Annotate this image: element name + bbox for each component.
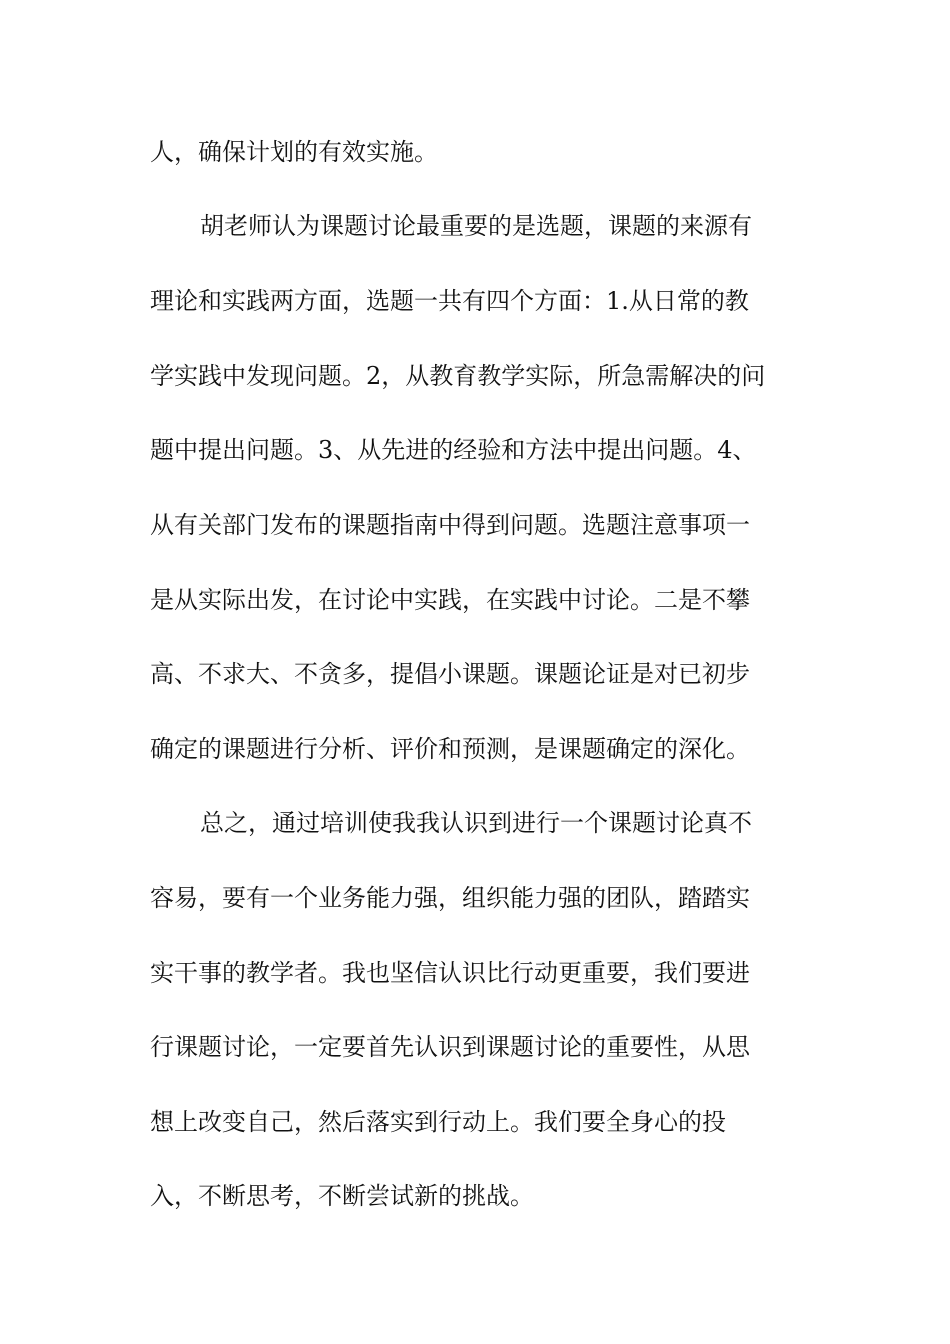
text-line: 实干事的教学者。我也坚信认识比行动更重要，我们要进 (150, 959, 750, 987)
paragraph-start-line: 胡老师认为课题讨论最重要的是选题，课题的来源有 (200, 212, 752, 240)
text-line: 想上改变自己，然后落实到行动上。我们要全身心的投 (150, 1108, 726, 1136)
text-line: 学实践中发现问题。2，从教育教学实际，所急需解决的问 (150, 362, 766, 390)
text-line: 行课题讨论，一定要首先认识到课题讨论的重要性，从思 (150, 1033, 750, 1061)
text-line: 容易，要有一个业务能力强，组织能力强的团队，踏踏实 (150, 884, 750, 912)
text-line: 从有关部门发布的课题指南中得到问题。选题注意事项一 (150, 511, 750, 539)
text-line: 人，确保计划的有效实施。 (150, 138, 438, 166)
text-line: 入，不断思考，不断尝试新的挑战。 (150, 1182, 534, 1210)
paragraph-start-line: 总之，通过培训使我我认识到进行一个课题讨论真不 (200, 809, 752, 837)
text-line: 理论和实践两方面，选题一共有四个方面：1.从日常的教 (150, 287, 749, 315)
text-line: 是从实际出发，在讨论中实践，在实践中讨论。二是不攀 (150, 586, 750, 614)
text-line: 高、不求大、不贪多，提倡小课题。课题论证是对已初步 (150, 660, 750, 688)
text-line: 确定的课题进行分析、评价和预测，是课题确定的深化。 (150, 735, 750, 763)
text-line: 题中提出问题。3、从先进的经验和方法中提出问题。4、 (150, 436, 757, 464)
